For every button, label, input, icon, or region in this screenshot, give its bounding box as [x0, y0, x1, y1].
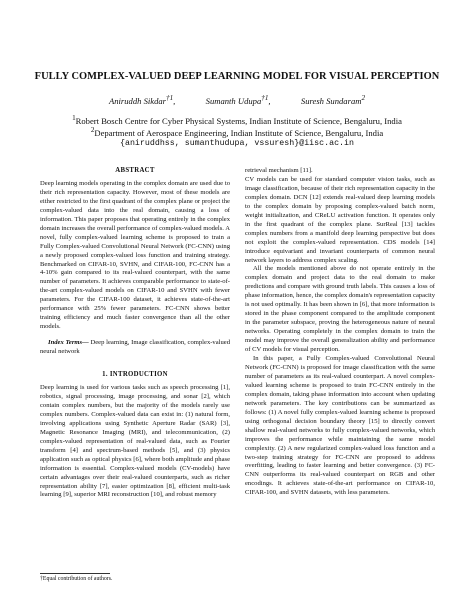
- right-paragraph-0: retrieval mechanism [11].: [245, 167, 313, 174]
- footnote-text: †Equal contribution of authors.: [40, 576, 113, 582]
- right-column: [245, 167, 435, 498]
- paper-title: FULLY COMPLEX-VALUED DEEP LEARNING MODEL FOR VISUAL PERCEPTION: [34, 71, 440, 82]
- index-terms-label: Index Terms—: [48, 339, 89, 347]
- author-2-name: Sumanth Udupa: [205, 95, 262, 106]
- affiliation-2-text: Department of Aerospace Engineering, Indian Institute of Science, Bengaluru, India: [94, 127, 384, 138]
- introduction-paragraph-1: Deep learning is used for various tasks such as speech processing [1], robotics, signal processing, image processing, and sonar [2], which contain complex numbers, but the majority of the models rarely use complex numbers. Complex-valued data can exist in: (1) natural form, involving applications using Synthetic Aperture Radar (SAR) [3], Magnetic Resonance Imaging (MRI), and telecommunication, (2) complex-valued representation of real-valued data, such as Fourier transform [4] and spectrum-based methods [5], and (3) physics application such as optical physics [6], where both amplitude and phase information is essential. Complex-valued models (CV-models) have certain advantages over their real-valued counterparts, such as richer representation ability [7], easier optimization [8], efficient multi-task learning [9], superior MRI reconstruction [10], and robust memory: [40, 384, 230, 499]
- affiliation-2-sup: 2: [90, 126, 95, 134]
- author-1-name: Aniruddh Sikdar: [108, 95, 167, 106]
- author-1: Aniruddh Sikdar$^{\dagger 1}$,: [108, 94, 176, 106]
- left-column: [40, 167, 230, 500]
- right-paragraph-2: All the models mentioned above do not operate entirely in the complex domain and project data to the real domain to make predictions and compare with ground truth labels. This causes a loss of phase information, hence, the complex domain's representation capacity is not used optimally. It has been shown in [6], that more information is stored in the phase component compared to the amplitude component in the parameter subspace, proving the heterogeneous nature of neural networks. Operating completely in the complex domain to train the model may improve the overall generalization ability and performance of CV models for visual perception.: [245, 265, 435, 354]
- right-paragraph-1: CV models can be used for standard computer vision tasks, such as image classification, because of their rich representation capacity in the complex domain. DCN [12] extends real-valued deep learning models to the complex domain by proposing complex-valued batch norm, weight initialization, and CReLU activation function. It operates only in the first quadrant of the complex plane. SurReal [13] tackles complex numbers from a manifold deep learning perspective but does not exploit the complex-valued representation. CDS models [14] introduce equivariant and invariant counterparts of common neural network layers to address complex scaling.: [245, 175, 435, 264]
- author-emails: {aniruddhss, sumanthudupa, vssuresh}@iisc.ac.in: [119, 139, 354, 148]
- author-1-sup: †1: [166, 94, 174, 102]
- author-3: [301, 96, 365, 106]
- affiliation-1-sup: 1: [72, 114, 76, 122]
- affiliation-2: [0, 126, 474, 138]
- footnote-rule: [40, 573, 110, 574]
- author-list: [0, 94, 474, 106]
- introduction-heading: 1. INTRODUCTION: [102, 371, 168, 379]
- author-2: Sumanth Udupa$^{\dagger 1}$,: [205, 94, 271, 106]
- index-terms: [40, 339, 230, 357]
- affiliation-1-text: Robert Bosch Centre for Cyber Physical Systems, Indian Institute of Science, Bengaluru, India: [75, 115, 402, 126]
- author-3-name: Suresh Sundaram: [300, 95, 362, 106]
- affiliation-1: [0, 114, 474, 126]
- abstract-text: Deep learning models operating in the complex domain are used due to their rich representation capacity. However, most of these models are either restricted to the first quadrant of the complex plane or project the complex-valued data into the real domain, causing a loss of information. This paper proposes that operating entirely in the complex domain increases the overall performance of complex-valued models. A novel, fully complex-valued learning scheme is proposed to train a Fully Complex-valued Convolutional Neural Network (FC-CNN) using a newly proposed complex-valued loss function and training strategy. Benchmarked on CIFAR-10, SVHN, and CIFAR-100, FC-CNN has a 4-10% gain compared to its real-valued counterpart, with the same number of parameters. It achieves comparable performance to state-of-the-art complex-valued models on CIFAR-10 and SVHN with fewer parameters. For the CIFAR-100 dataset, it achieves state-of-the-art performance with 25% fewer parameters. FC-CNN shows better training efficiency and much faster convergence than all the other models.: [40, 179, 230, 331]
- abstract-heading: ABSTRACT: [115, 167, 155, 174]
- index-terms-text: Deep learning, Image classification, complex-valued neural network: [40, 339, 231, 356]
- author-2-sup: †1: [261, 94, 269, 102]
- footnote: [40, 573, 230, 582]
- author-3-sup: 2: [361, 94, 366, 102]
- right-paragraph-3: In this paper, a Fully Complex-valued Convolutional Neural Network (FC-CNN) is proposed for image classification with the same number of parameters as its real-valued counterpart. A novel complex-valued learning scheme is proposed to train FC-CNN entirely in the complex domain, taking phase information into account when updating network parameters. The key contributions can be summarized as follows: (1) A novel fully complex-valued learning scheme is proposed using orthogonal decision boundary theory [15] to directly convert shallow real-valued networks to fully complex-valued networks, which improves the performance while maintaining the same model complexity. (2) A new regularized complex-valued loss function and a two-step training strategy for FC-CNN are proposed to address overfitting, leading to faster learning and better convergence. (3) FC-CNN outperforms its real-valued counterpart on RGB and other encodings. It achieves state-of-the-art performance on CIFAR-10, CIFAR-100, and SVHN datasets, with less parameters.: [245, 355, 435, 497]
